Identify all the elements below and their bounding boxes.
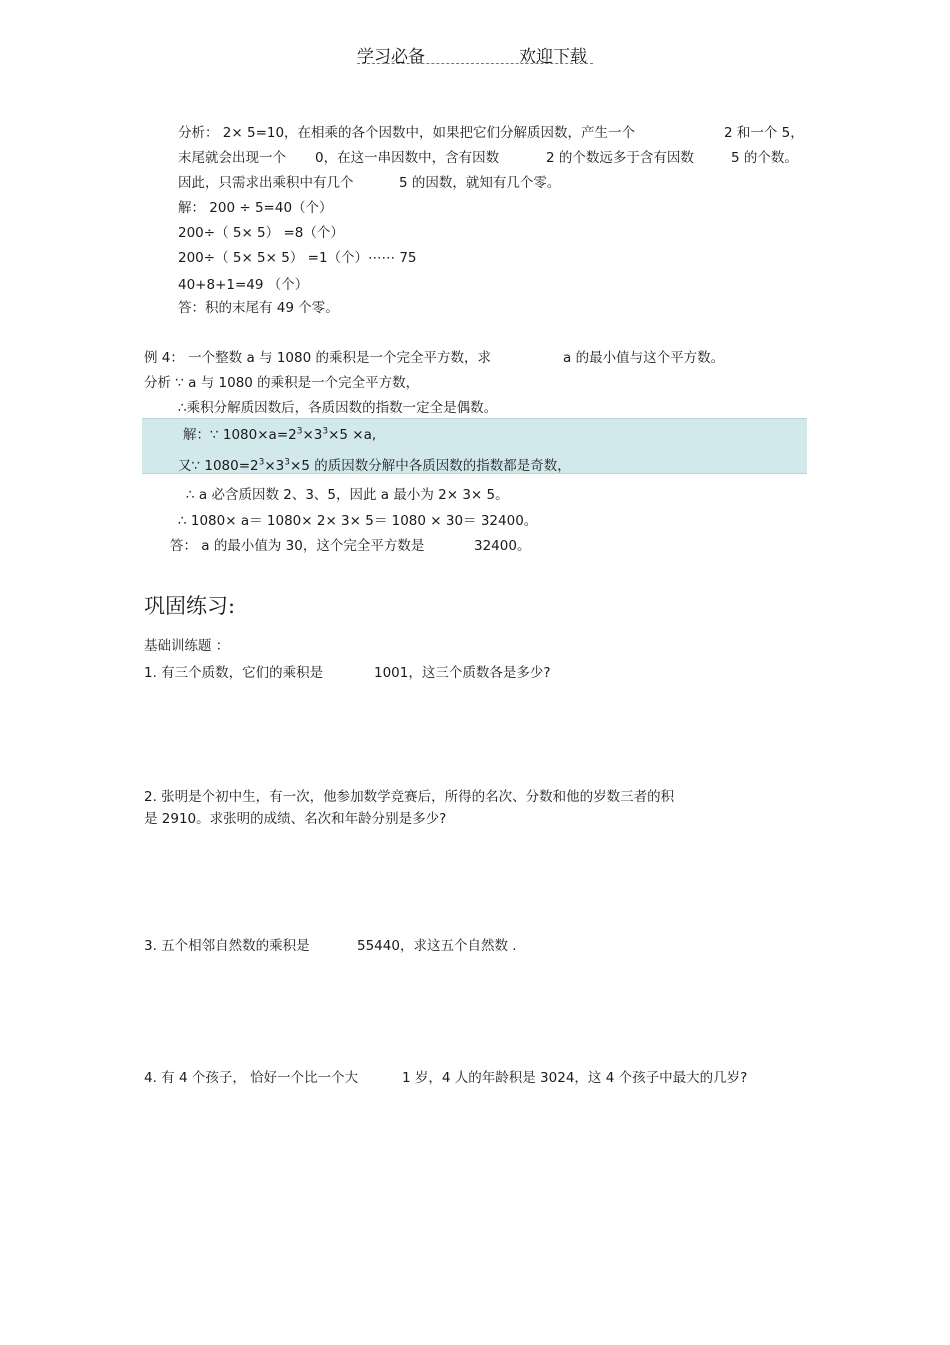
analysis-line-2c: 2 的个数远多于含有因数 — [546, 150, 694, 166]
example4-solution-2: 又∵ $1080=2^3\times 3^3\times 5$ 的质因数分解中各质因数的指数都是奇数， — [178, 457, 571, 474]
solution-line-1: 解： 200 ÷ 5=40（个） — [178, 200, 333, 216]
example4-solution-1: 解：∵ $1080\times a=2^3\times 3^3\times 5 \times a$, — [183, 426, 377, 443]
question-4: 4. 有 4 个孩子， 恰好一个比一个大 — [144, 1070, 359, 1086]
analysis-line-2d: 5 的个数。 — [731, 150, 798, 166]
question-2-line-2: 是 2910。求张明的成绩、名次和年龄分别是多少? — [144, 811, 447, 827]
example4-analysis-1: 分析 ∵ a 与 1080 的乘积是一个完全平方数， — [144, 375, 420, 391]
section-subtitle: 基础训练题 ： — [144, 638, 230, 654]
section-title: 巩固练习: — [144, 594, 236, 618]
example4-question-end: a 的最小值与这个平方数。 — [563, 350, 725, 366]
analysis-line-1-end: 2 和一个 5， — [724, 125, 804, 141]
solution-line-2: 200÷（ 5× 5） =8（个） — [178, 225, 344, 241]
example4-question: 例 4： 一个整数 a 与 1080 的乘积是一个完全平方数，求 — [144, 350, 491, 366]
question-1-end: 1001，这三个质数各是多少? — [374, 665, 551, 681]
analysis-line-2a: 末尾就会出现一个 — [178, 150, 286, 166]
analysis-line-3b: 5 的因数，就知有几个零。 — [399, 175, 561, 191]
question-4-end: 1 岁，4 人的年龄积是 3024，这 4 个孩子中最大的几岁? — [402, 1070, 748, 1086]
header-right-text: 欢迎下载 — [519, 47, 587, 67]
example4-analysis-2: ∴乘积分解质因数后，各质因数的指数一定全是偶数。 — [178, 400, 498, 416]
example4-answer-end: 32400。 — [474, 538, 531, 554]
example4-answer: 答： a 的最小值为 30，这个完全平方数是 — [170, 538, 425, 554]
solution-line-4: 40+8+1=49 （个） — [178, 277, 309, 293]
question-3-end: 55440，求这五个自然数 . — [357, 938, 517, 954]
analysis-line-1: 分析： 2× 5=10，在相乘的各个因数中，如果把它们分解质因数，产生一个 — [178, 125, 636, 141]
analysis-line-3a: 因此，只需求出乘积中有几个 — [178, 175, 354, 191]
question-2-line-1: 2. 张明是个初中生，有一次，他参加数学竞赛后，所得的名次、分数和他的岁数三者的积 — [144, 789, 675, 805]
analysis-line-2b: 0，在这一串因数中，含有因数 — [315, 150, 500, 166]
header-left-text: 学习必备 — [357, 47, 425, 67]
answer-line: 答：积的末尾有 49 个零。 — [178, 300, 339, 316]
solution-line-3: 200÷（ 5× 5× 5） =1（个）⋯⋯ 75 — [178, 250, 417, 266]
example4-solution-4: ∴ 1080× a＝ 1080× 2× 3× 5＝ 1080 × 30＝ 32400。 — [178, 513, 538, 529]
example4-solution-3: ∴ a 必含质因数 2、3、5，因此 a 最小为 2× 3× 5。 — [186, 487, 509, 503]
header-dashed-rule — [357, 63, 593, 64]
question-1: 1. 有三个质数，它们的乘积是 — [144, 665, 324, 681]
question-3: 3. 五个相邻自然数的乘积是 — [144, 938, 310, 954]
